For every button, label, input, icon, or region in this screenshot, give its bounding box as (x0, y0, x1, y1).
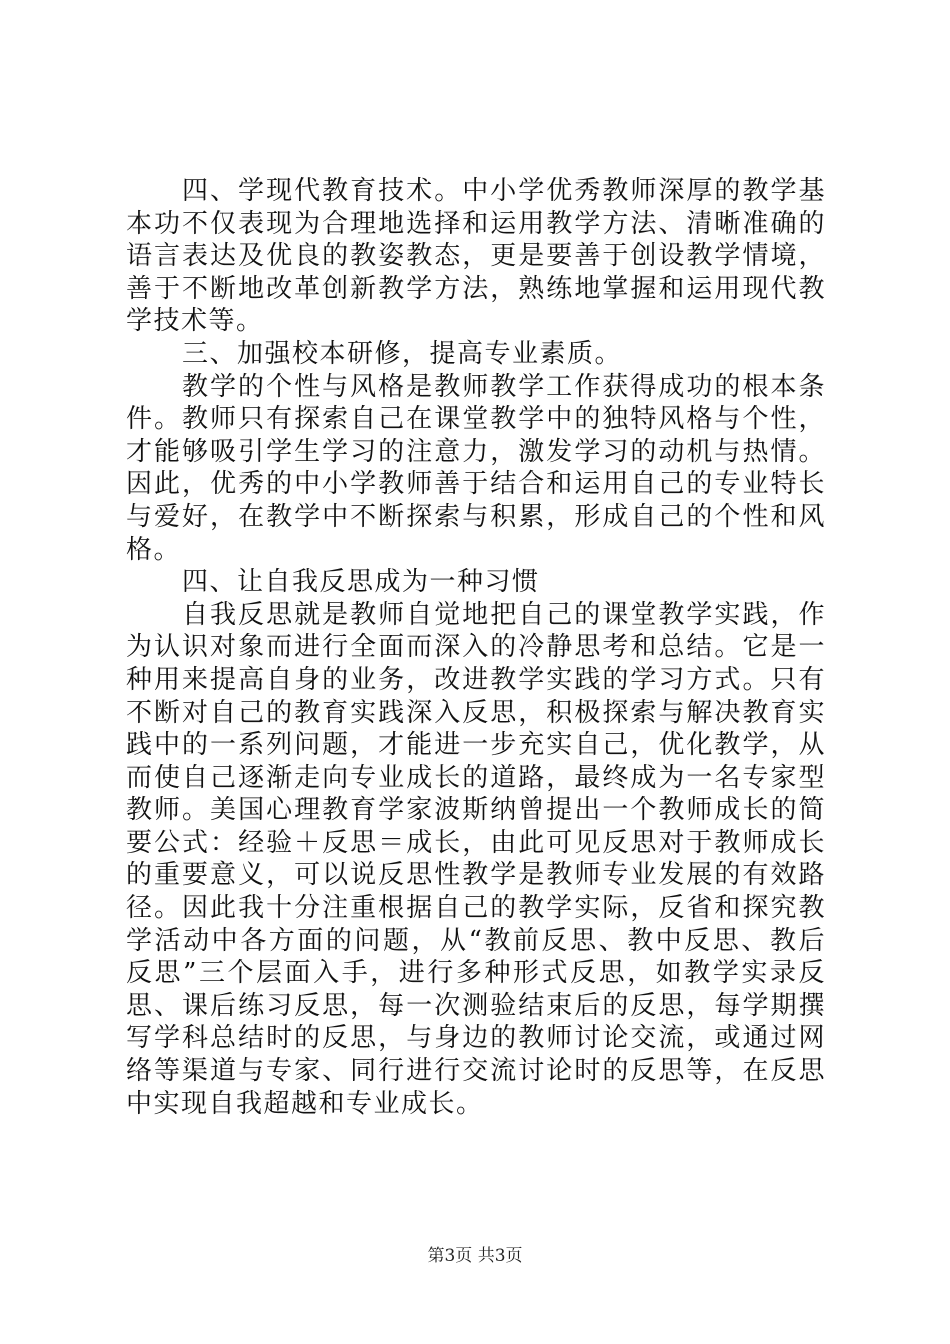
page-number-footer: 第3页 共3页 (427, 1246, 523, 1266)
paragraph-modern-tech: 四、学现代教育技术。中小学优秀教师深厚的教学基本功不仅表现为合理地选择和运用教学方法、清晰准确的语言表达及优良的教姿教态，更是要善于创设教学情境，善于不断地改革创新教学方法，熟练地掌握和运用现代教学技术等。 (126, 176, 826, 337)
heading-school-research: 三、加强校本研修，提高专业素质。 (182, 338, 623, 369)
paragraph-self-reflection: 自我反思就是教师自觉地把自己的课堂教学实践，作为认识对象而进行全面而深入的冷静思考和总结。它是一种用来提高自身的业务，改进教学实践的学习方式。只有不断对自己的教育实践深入反思，积极探索与解决教育实践中的一系列问题，才能进一步充实自己，优化教学，从而使自己逐渐走向专业成长的道路，最终成为一名专家型教师。美国心理教育学家波斯纳曾提出一个教师成长的简要公式：经验＋反思＝成长，由此可见反思对于教师成长的重要意义，可以说反思性教学是教师专业发展的有效路径。因此我十分注重根据自己的教学实际，反省和探究教学活动中各方面的问题，从“教前反思、教中反思、教后反思”三个层面入手，进行多种形式反思，如教学实录反思、课后练习反思，每一次测验结束后的反思，每学期撰写学科总结时的反思，与身边的教师讨论交流，或通过网络等渠道与专家、同行进行交流讨论时的反思等，在反思中实现自我超越和专业成长。 (126, 599, 826, 1119)
heading-self-reflection: 四、让自我反思成为一种习惯 (182, 567, 540, 598)
paragraph-teaching-style: 教学的个性与风格是教师教学工作获得成功的根本条件。教师只有探索自己在课堂教学中的独特风格与个性，才能够吸引学生学习的注意力，激发学习的动机与热情。因此，优秀的中小学教师善于结合和运用自己的专业特长与爱好，在教学中不断探索与积累，形成自己的个性和风格。 (126, 371, 826, 565)
document-body (126, 175, 826, 1120)
